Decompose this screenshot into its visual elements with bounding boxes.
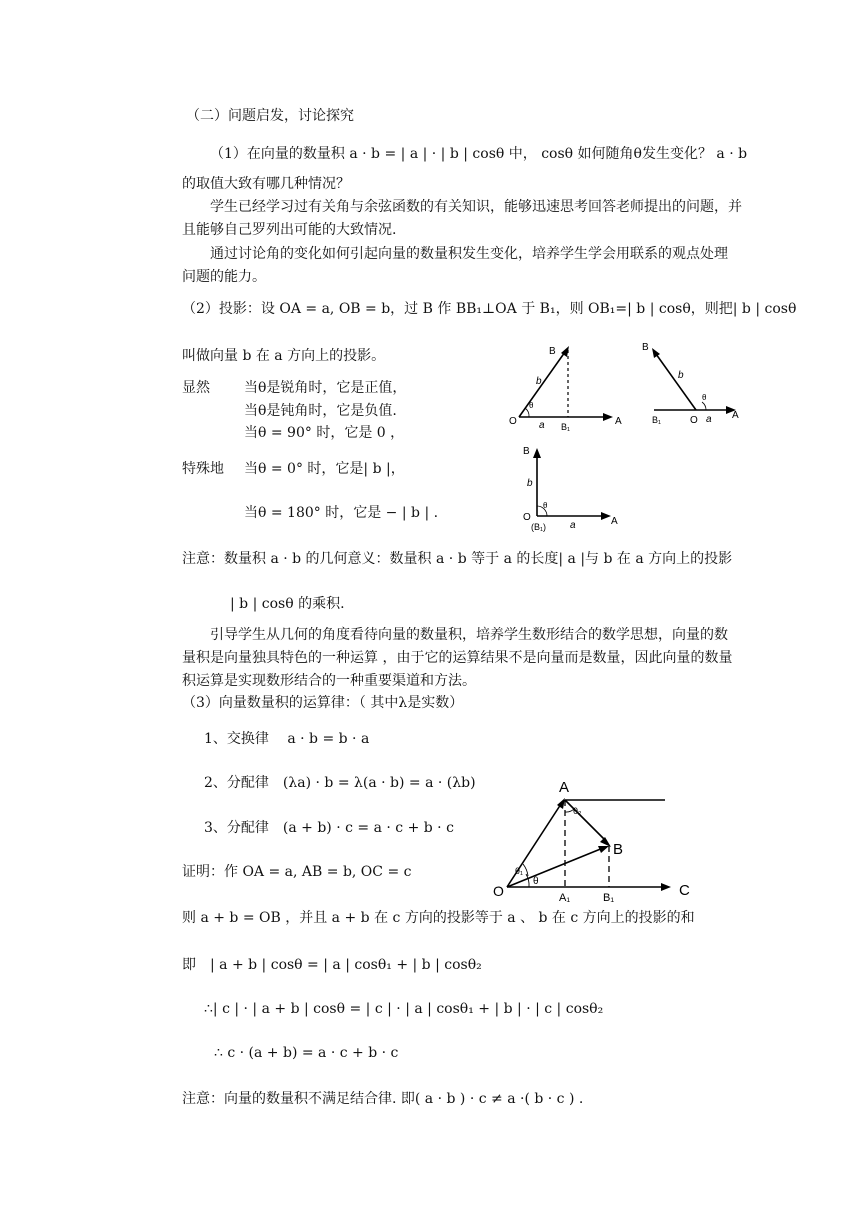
special-label: 特殊地: [182, 461, 224, 477]
fig1-label-theta: θ: [529, 401, 534, 410]
case-0: 当θ = 0° 时，它是| b |，: [244, 461, 405, 477]
fig3-label-b: b: [527, 478, 533, 489]
fig4-label-B1: B₁: [603, 892, 615, 904]
fig3-label-theta: θ: [543, 501, 548, 510]
fig4-label-theta: θ: [533, 876, 539, 887]
case-obtuse: 当θ是钝角时，它是负值.: [244, 403, 397, 419]
fig4-label-theta2: θ₂: [573, 806, 582, 816]
obviously-label: 显然: [182, 380, 210, 396]
fig2-label-A: A: [732, 410, 739, 421]
case-180: 当θ = 180° 时，它是 − | b | .: [244, 505, 439, 521]
fig3-label-B1: (B₁): [531, 522, 547, 532]
question-2-line-2: 叫做向量 b 在 a 方向上的投影。: [182, 348, 386, 364]
figure-distributive-proof: [485, 770, 700, 905]
fig1-label-A: A: [615, 416, 622, 427]
proof-line-1: 证明：作 OA = a, AB = b, OC = c: [182, 864, 412, 880]
law-distributive-sum: 3、分配律 (a + b) · c = a · c + b · c: [204, 820, 454, 836]
fig4-label-C: C: [679, 882, 690, 899]
figure-right-angle-projection: [515, 440, 625, 532]
proof-line-3: 即 | a + b | cosθ = | a | cosθ₁ + | b | cosθ₂: [182, 957, 482, 973]
figure-obtuse-projection: [640, 338, 745, 430]
case-90: 当θ = 90° 时，它是 0 ，: [244, 425, 405, 441]
paragraph-2-line-1: 通过讨论角的变化如何引起向量的数量积发生变化，培养学生学会用联系的观点处理: [210, 246, 728, 262]
proof-line-2: 则 a + b = OB ，并且 a + b 在 c 方向的投影等于 a 、 b 在 c 方向上的投影的和: [182, 910, 695, 926]
fig3-label-B: B: [523, 446, 530, 457]
section-title: （二）问题启发，讨论探究: [186, 108, 354, 124]
paragraph-1-line-1: 学生已经学习过有关角与余弦函数的有关知识，能够迅速思考回答老师提出的问题，并: [210, 199, 742, 215]
fig4-label-O: O: [493, 883, 504, 899]
proof-line-5: ∴ c · (a + b) = a · c + b · c: [214, 1045, 399, 1061]
note-1-line-1: 注意：数量积 a · b 的几何意义：数量积 a · b 等于 a 的长度| a |与 b 在 a 方向上的投影: [182, 551, 733, 567]
question-1-line-1: （1）在向量的数量积 a · b = | a | · | b | cosθ 中， cosθ 如何随角θ发生变化？ a · b: [210, 146, 748, 162]
fig3-label-a: a: [570, 520, 576, 531]
question-1-line-2: 的取值大致有哪几种情况？: [182, 176, 350, 192]
paragraph-2-line-2: 问题的能力。: [182, 269, 266, 285]
paragraph-3-line-3: 积运算是实现数形结合的一种重要渠道和方法。: [182, 673, 476, 689]
question-3-title: （3）向量数量积的运算律：（ 其中λ是实数）: [182, 695, 464, 711]
fig4-label-A1: A₁: [559, 892, 571, 904]
figure-acute-projection: [505, 340, 630, 432]
fig2-label-b: b: [678, 370, 684, 381]
paragraph-3-line-2: 量积是向量独具特色的一种运算 ，由于它的运算结果不是向量而是数量，因此向量的数量: [182, 650, 733, 666]
fig4-label-theta1: θ₁: [515, 866, 524, 876]
fig2-label-B1: B₁: [652, 415, 662, 425]
fig4-label-A: A: [559, 779, 570, 796]
law-commutative: 1、交换律 a · b = b · a: [204, 731, 370, 747]
law-distributive-scalar: 2、分配律 (λa) · b = λ(a · b) = a · (λb): [204, 775, 476, 791]
fig1-label-O: O: [509, 416, 517, 427]
paragraph-1-line-2: 且能够自己罗列出可能的大致情况.: [182, 222, 397, 238]
fig1-label-B1: B₁: [561, 422, 571, 432]
case-acute: 当θ是锐角时，它是正值，: [244, 380, 407, 396]
fig2-label-theta: θ: [702, 393, 707, 402]
question-2-line-1: （2）投影：设 OA = a, OB = b，过 B 作 BB₁⊥OA 于 B₁，则 OB₁=| b | cosθ，则把| b | cosθ: [182, 301, 797, 317]
fig1-label-a: a: [539, 420, 545, 431]
paragraph-3-line-1: 引导学生从几何的角度看待向量的数量积，培养学生数形结合的数学思想，向量的数: [210, 627, 728, 643]
fig1-label-B: B: [549, 346, 556, 357]
fig3-label-O: O: [523, 512, 531, 523]
fig1-label-b: b: [536, 376, 542, 387]
fig2-label-B: B: [642, 342, 649, 353]
proof-line-4: ∴| c | · | a + b | cosθ = | c | · | a | cosθ₁ + | b | · | c | cosθ₂: [204, 1001, 604, 1017]
fig2-label-O: O: [690, 415, 698, 426]
fig3-label-A: A: [611, 516, 618, 527]
fig2-label-a: a: [706, 414, 712, 425]
note-1-line-2: | b | cosθ 的乘积.: [230, 596, 345, 612]
fig4-label-B: B: [613, 841, 624, 858]
note-2: 注意：向量的数量积不满足结合律. 即( a · b ) · c ≠ a ·( b · c ) .: [182, 1091, 584, 1107]
